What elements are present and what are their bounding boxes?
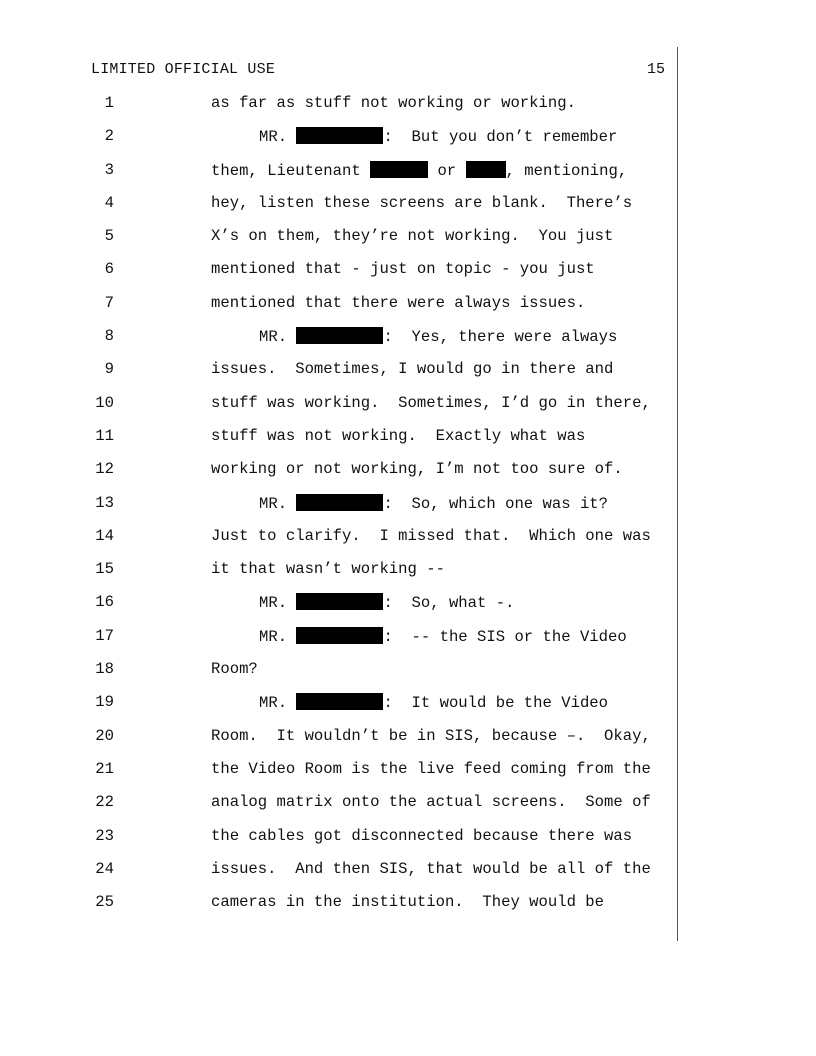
transcript-line [0,360,816,393]
line-number: 4 [104,193,114,212]
speaker-prefix: MR. [259,594,288,613]
transcript-line [0,760,816,793]
speaker-prefix: MR. [259,494,288,513]
line-text [259,593,514,612]
line-number: 9 [104,360,114,379]
transcript-line [0,427,816,460]
speaker-prefix: MR. [259,128,288,147]
transcript-line [0,327,816,360]
redaction-box [296,494,383,511]
speaker-prefix: MR. [259,328,288,347]
line-remainder: : It would be the Video [383,694,609,713]
transcript-line [0,394,816,427]
transcript-line [0,161,816,194]
line-text: mentioned that there were always issues. [211,293,586,312]
line-number: 16 [95,593,114,612]
line-number: 22 [95,793,114,812]
transcript-line [0,127,816,160]
line-text: stuff was not working. Exactly what was [211,426,586,445]
line-number: 25 [95,893,114,912]
transcript-line [0,194,816,227]
redaction-box [296,593,383,610]
line-text: Just to clarify. I missed that. Which one was [211,526,651,545]
line-text [259,627,627,646]
line-number: 1 [104,94,114,112]
transcript-line [0,94,816,127]
line-number: 18 [95,660,114,679]
line-remainder: : -- the SIS or the Video [383,627,627,646]
line-number: 21 [95,759,114,778]
line-number: 7 [104,293,114,312]
line-remainder: : Yes, there were always [383,328,618,347]
line-text [259,127,617,146]
line-text: issues. Sometimes, I would go in there and [211,360,614,379]
line-remainder: : But you don’t remember [383,128,618,147]
redaction-box [296,693,383,710]
transcript-line [0,693,816,726]
line-number: 3 [104,160,114,179]
transcript-line [0,260,816,293]
speaker-prefix: MR. [259,694,288,713]
line-number: 8 [104,327,114,346]
redaction-box [370,161,428,178]
line-number: 2 [104,127,114,146]
line-number: 20 [95,726,114,745]
redaction-box [466,161,506,178]
line-text: working or not working, I’m not too sure of. [211,460,623,479]
transcript-line [0,460,816,493]
line-text: Room? [211,660,258,679]
transcript-line [0,893,816,926]
transcript-line [0,860,816,893]
transcript-body [0,94,816,926]
line-segment: them, Lieutenant [211,161,371,180]
transcript-line [0,527,816,560]
transcript-line [0,227,816,260]
transcript-line [0,660,816,693]
line-number: 6 [104,260,114,279]
line-number: 13 [95,493,114,512]
transcript-line [0,494,816,527]
redaction-box [296,127,383,144]
line-text: cameras in the institution. They would be [211,893,605,912]
page-header-title: LIMITED OFFICIAL USE [91,61,276,78]
line-text [259,494,608,513]
line-remainder: : So, which one was it? [383,494,609,513]
line-number: 10 [95,393,114,412]
transcript-line [0,793,816,826]
line-number: 14 [95,526,114,545]
line-text [259,693,608,712]
line-number: 15 [95,560,114,579]
line-text: it that wasn’t working -- [211,560,445,579]
line-text: the Video Room is the live feed coming from the [211,759,651,778]
line-text [211,161,627,180]
line-text: the cables got disconnected because there was [211,826,633,845]
transcript-line [0,593,816,626]
line-text: hey, listen these screens are blank. There’s [211,193,633,212]
line-number: 17 [95,626,114,645]
line-text: X’s on them, they’re not working. You just [211,227,614,246]
line-number: 5 [104,227,114,246]
line-text [259,327,617,346]
line-number: 24 [95,859,114,878]
line-text: Room. It wouldn’t be in SIS, because –. Okay, [211,726,651,745]
transcript-line [0,560,816,593]
redaction-box [296,327,383,344]
line-segment: , mentioning, [505,161,628,180]
transcript-line [0,827,816,860]
line-text: issues. And then SIS, that would be all of the [211,859,651,878]
line-number: 12 [95,460,114,479]
line-segment: or [428,161,466,180]
transcript-line [0,294,816,327]
line-number: 11 [95,426,114,445]
transcript-line [0,727,816,760]
line-text: stuff was working. Sometimes, I’d go in there, [211,393,651,412]
line-text: as far as stuff not working or working. [211,94,576,112]
line-number: 19 [95,693,114,712]
line-text: analog matrix onto the actual screens. Some of [211,793,651,812]
page-number: 15 [647,61,666,78]
line-number: 23 [95,826,114,845]
speaker-prefix: MR. [259,627,288,646]
line-text: mentioned that - just on topic - you just [211,260,595,279]
transcript-line [0,627,816,660]
redaction-box [296,627,383,644]
line-remainder: : So, what -. [383,594,515,613]
